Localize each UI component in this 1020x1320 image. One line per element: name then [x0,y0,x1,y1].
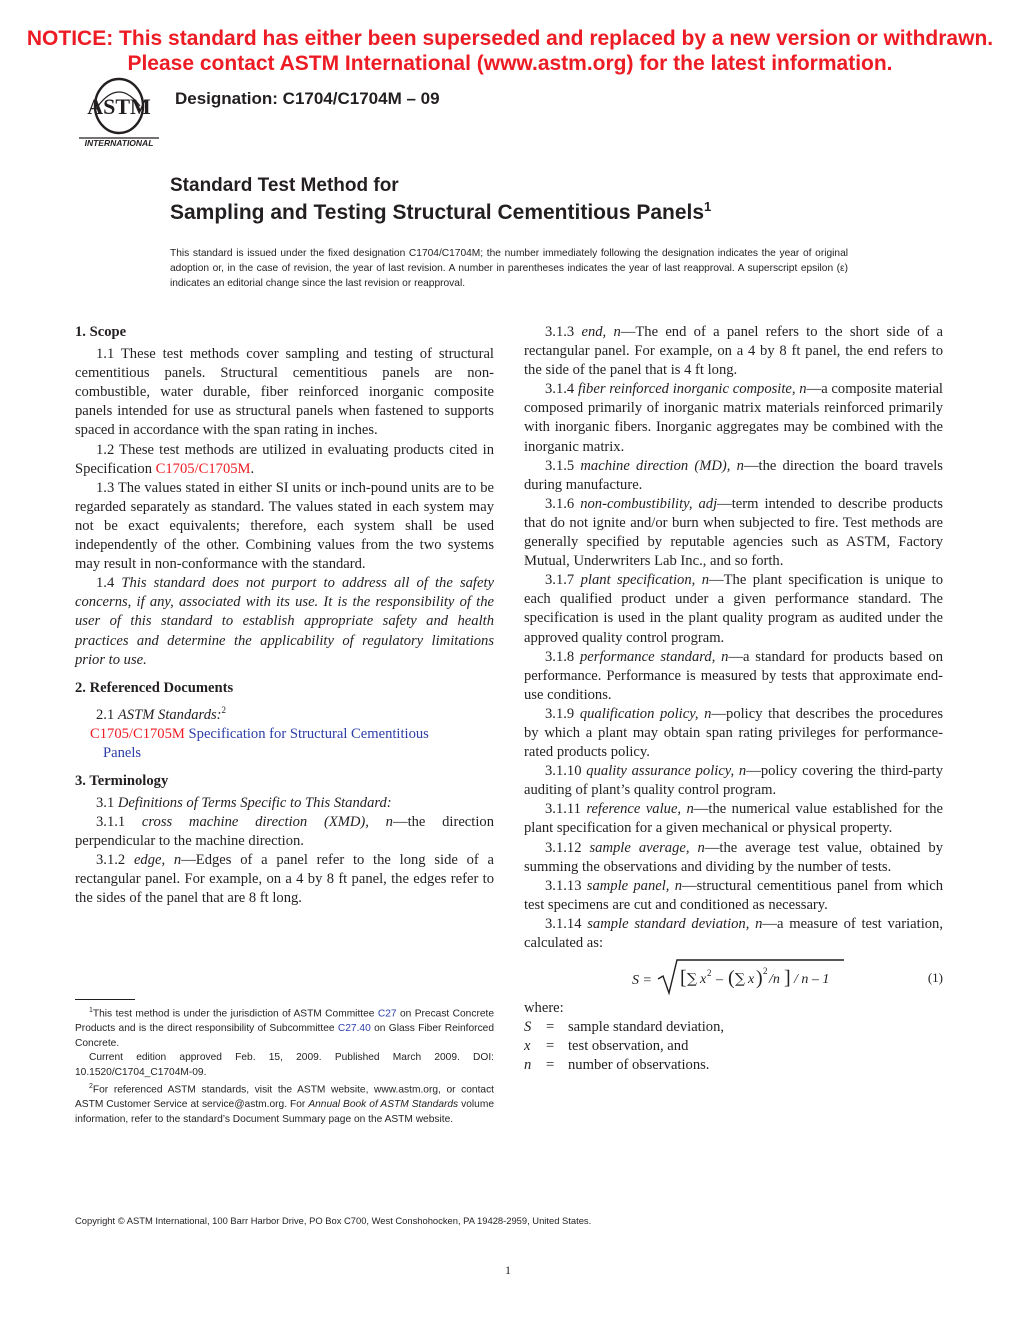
def-term: performance standard, n [579,648,729,665]
where-label: where: [524,1000,564,1017]
def-text: —the direction the board travels during manufacture. [524,457,943,493]
def-3-1-12 [524,839,943,877]
subcommittee-link[interactable]: C27.40 [337,1022,371,1034]
section-3-heading: 3. Terminology [75,772,169,789]
def-text: —policy that describes the procedures by which a plant may obtain span rating privileges for performance-rated products policy. [524,705,943,761]
eq-sum-1: ∑ [687,971,697,988]
para-2-1 [75,701,494,725]
title-footnote-mark: 1 [704,199,712,214]
title-line-1: Standard Test Method for [170,175,399,196]
reference-title-2[interactable]: Panels [103,744,142,761]
where-def-n [524,1056,943,1075]
right-column [524,323,943,1075]
symbol: x [524,1038,531,1055]
para-2-1-sup: 2 [221,704,227,715]
reference-title-1[interactable]: Specification for Structural Cementitious [188,725,429,742]
def-num: 3.1.9 [545,705,580,722]
section-1-heading: 1. Scope [75,324,127,340]
def-text: —the average test value, obtained by summing the observations and dividing by the number of tests. [524,839,943,875]
fn-mark: 1 [89,1007,93,1014]
fn-text: For referenced ASTM standards, visit the ASTM website, www.astm.org, or contact ASTM Customer Service at service@astm.org. For [75,1084,494,1111]
def-num: 3.1.2 [96,852,134,869]
eq-x: x [748,972,755,988]
title-main: Sampling and Testing Structural Cementitious Panels [170,201,705,224]
def-num: 3.1.13 [545,877,587,894]
def-term: fiber reinforced inorganic composite, n [577,381,807,398]
def-3-1-9 [524,705,943,762]
def-num: 3.1.12 [545,839,590,856]
def-term: non-combustibility, adj [580,495,718,512]
std-dev-equation [632,955,852,999]
def-3-1-8 [524,648,943,705]
svg-text:): ) [756,967,763,990]
def-term: cross machine direction (XMD), n [141,814,393,831]
def-3-1-1 [75,813,494,851]
def-3-1-13 [524,877,943,915]
def-term: sample average, n [589,839,705,856]
def-num: 3.1.1 [96,814,142,831]
description: number of observations. [568,1057,710,1074]
footnote-1 [75,1004,494,1051]
description: test observation, and [568,1038,689,1055]
def-text: —a standard for products based on performance. Performance is measured by tests that approximate end-use conditions. [524,648,943,703]
def-text: —term intended to describe products that do not ignite and/or burn when subjected to fire. Test methods are generally specified by reputable agencies such as ASTM, Factory Mutual, Underwriters Lab Inc., and so forth. [524,495,943,570]
def-text: —The end of a panel refers to the short side of a rectangular panel. For example, on a 4 by 8 ft panel, the end refers to the side of the panel that is 4 ft long. [524,324,944,379]
fn-text: on Precast Concrete Products and is the direct responsibility of Subcommittee [75,1008,495,1034]
def-num: 3.1.3 [545,324,582,340]
para-2-1-text: ASTM Standards: [117,706,222,723]
logo-subtitle: INTERNATIONAL [84,138,154,148]
astm-logo [76,76,162,148]
designation: Designation: C1704/C1704M – 09 [175,89,440,108]
def-term: qualification policy, n [579,705,712,722]
def-3-1-4 [524,380,943,456]
para-1-2-end: . [250,460,255,477]
where-def-S [524,1018,943,1037]
fn-mark: 2 [89,1083,93,1091]
def-3-1-6 [524,495,943,571]
def-3-1-3 [524,323,943,380]
def-3-1-7 [524,571,943,647]
def-term: quality assurance policy, n [586,763,747,780]
para-1-1: 1.1 These test methods cover sampling and testing of structural cementitious panels. Structural cementitious panels are non-combustible, water durable, fiber reinforced inorganic composite panels intended for use as structural panels when fastened to supports spaced in accordance with the span rating in inches. [75,346,494,439]
reference-entry[interactable] [75,725,494,763]
equals: = [546,1057,555,1074]
def-text: —structural cementitious panel from which test specimens are cut and conditioned as necessary. [524,877,943,913]
eq-over-n: /n [769,972,780,988]
page-number: 1 [505,1263,511,1277]
eq-sq-1: 2 [707,968,712,979]
fn-text: volume information, refer to the standard’s Document Summary page on the ASTM website. [75,1099,495,1125]
def-num: 3.1.5 [545,457,581,474]
committee-link[interactable]: C27 [377,1008,397,1020]
eq-tail: / n – 1 [794,972,830,988]
footnote-1-edition: Current edition approved Feb. 15, 2009. Published March 2009. DOI: 10.1520/C1704_C1704M-09. [75,1052,494,1078]
equals: = [546,1038,555,1055]
def-3-1-5 [524,457,943,495]
def-3-1-14 [524,915,943,953]
eq-x2: x [700,972,707,988]
reference-code[interactable]: C1705/C1705M [90,725,185,742]
def-3-1-2 [75,851,494,908]
title-line-2 [170,199,711,225]
footnote-divider [75,999,135,1000]
where-def-x [524,1037,943,1056]
copyright: Copyright © ASTM International, 100 Barr Harbor Drive, PO Box C700, West Conshohocken, PA 19428-2959, United States. [75,1215,592,1226]
def-term: sample standard deviation, n [587,915,763,932]
def-num: 3.1.8 [545,648,580,665]
equation-number: (1) [927,970,943,986]
def-num: 3.1.10 [545,763,587,780]
symbol: S [524,1019,532,1036]
def-text: —a measure of test variation, calculated as: [524,915,943,951]
fn-text: This test method is under the jurisdiction of ASTM Committee [92,1008,378,1020]
def-3-1-10 [524,762,943,800]
symbol: n [524,1057,532,1074]
para-1-4-text: This standard does not purport to address all of the safety concerns, if any, associated with its use. It is the responsibility of the user of this standard to establish appropriate safety and health practices and determine the applicability of regulatory limitations prior to use. [75,575,494,668]
astm-logo-icon [76,76,162,148]
def-term: plant specification, n [580,572,710,589]
eq-sum-2: ∑ [735,971,745,988]
section-2-heading: 2. Referenced Documents [75,679,234,696]
description: sample standard deviation, [568,1019,725,1036]
def-text: —the numerical value established for the plant specification for a given mechanical or physical property. [524,801,943,837]
def-text: —a composite material composed primarily of inorganic matrix materials reinforced primarily with inorganic fibers. Inorganic aggregates may be combined with the inorganic matrix. [524,381,943,455]
para-1-2-text: 1.2 These test methods are utilized in evaluating products cited in Specification [75,441,494,477]
para-3-1-text: Definitions of Terms Specific to This Standard: [117,795,392,812]
preamble: This standard is issued under the fixed designation C1704/C1704M; the number immediately following the designation indicates the year of original adoption or, in the case of revision, the year of last revision. A number in parentheses indicates the year of last reapproval. A superscript epsilon (ε) indicates an editorial change since the last revision or reapproval. [170,248,848,289]
para-3-1-num: 3.1 [96,795,118,812]
def-text: —policy covering the third-party auditing of plant’s quality control program. [524,763,943,799]
notice-line-1: NOTICE: This standard has either been superseded and replaced by a new version or withdrawn. [26,27,994,50]
svg-text:]: ] [784,967,791,990]
eq-minus: – [716,972,723,988]
para-1-3: 1.3 The values stated in either SI units or inch-pound units are to be regarded separately as standard. The values stated in each system may not be exact equivalents; therefore, each system shall be used independently of the other. Combining values from the two systems may result in non-conformance with the standard. [75,479,494,573]
left-column [75,323,494,909]
def-term: edge, n [133,852,182,869]
eq-sq-2: 2 [763,966,768,977]
logo-letters: ASTM [87,94,151,119]
footnotes [75,1004,494,1128]
def-term: sample panel, n [586,877,683,894]
footnote-2 [75,1080,494,1127]
where-definitions [524,1018,943,1075]
svg-text:[: [ [680,967,687,990]
def-text: —the direction perpendicular to the machine direction. [75,814,494,850]
withdrawal-notice [0,26,1020,76]
para-1-2 [75,441,494,479]
para-2-1-num: 2.1 [96,706,118,723]
def-3-1-11 [524,800,943,838]
spec-link[interactable]: C1705/C1705M [155,460,251,477]
equals: = [546,1019,555,1036]
def-num: 3.1.11 [545,801,587,818]
equation-1 [524,955,943,999]
def-num: 3.1.7 [545,572,581,589]
para-3-1 [75,794,494,813]
def-text: —The plant specification is unique to each qualified product under a given performance standard. The specification is used in the plant quality program as audited under the approved quality control program. [524,572,943,646]
def-term: end, n [581,324,621,340]
fn-italic: Annual Book of ASTM Standards [308,1099,459,1111]
notice-line-2: Please contact ASTM International (www.astm.org) for the latest information. [127,52,893,75]
def-num: 3.1.6 [545,495,581,512]
def-num: 3.1.14 [545,915,588,932]
para-1-4 [75,574,494,669]
svg-text:(: ( [728,967,735,990]
fn-text: on Glass Fiber Reinforced Concrete. [75,1022,494,1049]
def-num: 3.1.4 [545,381,578,398]
eq-lhs: S = [632,973,652,989]
def-term: reference value, n [586,801,694,818]
def-text: —Edges of a panel refer to the long side of a rectangular panel. For example, on a 4 by 8 ft panel, the edges refer to the sides of the panel that are 8 ft long. [75,852,494,907]
def-term: machine direction (MD), n [580,457,744,474]
para-1-4-num: 1.4 [96,575,122,592]
